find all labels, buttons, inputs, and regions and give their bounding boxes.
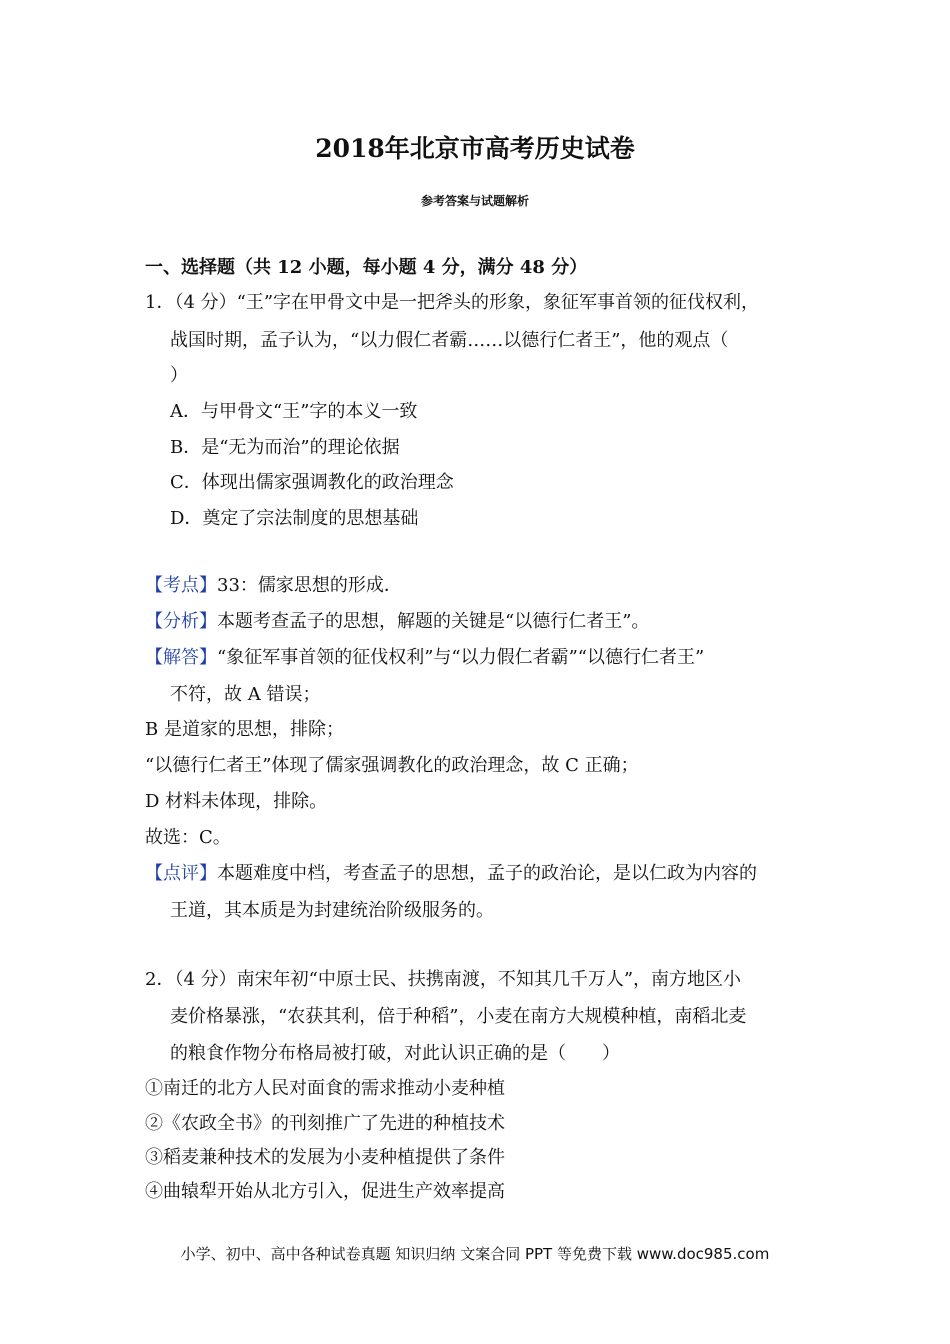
jieda-c: “以德行仁者王”体现了儒家强调教化的政治理念，故 C 正确； [145, 755, 639, 776]
q2-stem-line-3: 的粮食作物分布格局被打破，对此认识正确的是（ ） [170, 1043, 620, 1064]
dianping-text-1: 本题难度中档，考查孟子的思想，孟子的政治论，是以仁政为内容的 [217, 863, 757, 884]
q1-kaodian [145, 574, 402, 598]
document-subtitle: 参考答案与试题解析 [420, 194, 529, 208]
q1-stem-line-2: 战国时期，孟子认为，“以力假仁者霸……以德行仁者王”，他的观点（ [170, 330, 729, 351]
q1-option-b: B．是“无为而治”的理论依据 [170, 437, 400, 458]
q1-option-c: C．体现出儒家强调教化的政治理念 [170, 472, 454, 493]
fenxi-text: 本题考查孟子的思想，解题的关键是“以德行仁者王”。 [217, 611, 650, 632]
document-title: 2018年北京市高考历史试卷 [315, 134, 635, 163]
fenxi-tag: 【分析】 [145, 611, 217, 632]
q2-item-2: ②《农政全书》的刊刻推广了先进的种植技术 [145, 1113, 505, 1134]
kaodian-text: 33：儒家思想的形成． [217, 575, 402, 596]
q2-item-1: ①南迁的北方人民对面食的需求推动小麦种植 [145, 1078, 505, 1099]
jieda-b: B 是道家的思想，排除； [145, 719, 344, 740]
q2-stem-line-2: 麦价格暴涨，“农获其利，倍于种稻”，小麦在南方大规模种植，南稻北麦 [170, 1006, 747, 1027]
jieda-text-2: 不符，故 A 错误； [170, 684, 321, 705]
q2-item-3: ③稻麦兼种技术的发展为小麦种植提供了条件 [145, 1147, 505, 1168]
section-heading: 一、选择题（共 12 小题，每小题 4 分，满分 48 分） [145, 257, 588, 278]
q1-jieda [145, 646, 704, 670]
q1-fenxi [145, 610, 649, 634]
kaodian-tag: 【考点】 [145, 575, 217, 596]
dianping-text-2: 王道，其本质是为封建统治阶级服务的。 [170, 900, 494, 921]
dianping-tag: 【点评】 [145, 863, 217, 884]
q1-option-d: D．奠定了宗法制度的思想基础 [170, 508, 419, 529]
q1-option-a: A．与甲骨文“王”字的本义一致 [170, 401, 418, 422]
jieda-tag: 【解答】 [145, 647, 217, 668]
q1-answer: 故选：C。 [145, 827, 231, 848]
q1-dianping [145, 862, 757, 886]
q1-stem-line-3: ） [170, 365, 188, 386]
page-footer: 小学、初中、高中各种试卷真题 知识归纳 文案合同 PPT 等免费下载 www.doc985.com [180, 1245, 770, 1263]
jieda-d: D 材料未体现，排除。 [145, 791, 328, 812]
jieda-text-1: “象征军事首领的征伐权利”与“以力假仁者霸”“以德行仁者王” [217, 647, 705, 668]
q2-item-4: ④曲辕犁开始从北方引入，促进生产效率提高 [145, 1181, 505, 1202]
q1-stem-line-1: 1．（4 分）“王”字在甲骨文中是一把斧头的形象，象征军事首领的征伐权利， [145, 292, 760, 313]
q2-stem-line-1: 2．（4 分）南宋年初“中原士民、扶携南渡，不知其几千万人”，南方地区小 [145, 969, 742, 990]
